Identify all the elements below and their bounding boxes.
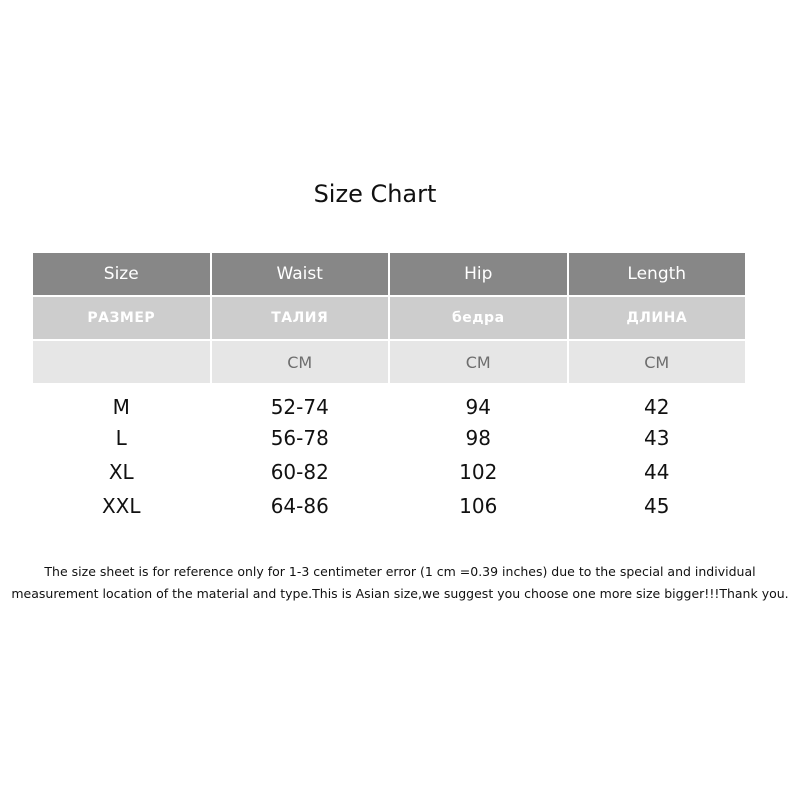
length-cell: 42: [644, 395, 670, 419]
header-row-russian: [33, 297, 745, 339]
header-hip-ru: бедра: [390, 297, 567, 339]
size-note-line-2: measurement location of the material and type.This is Asian size,we suggest you choose one more size bigger!!!Thank you.: [11, 586, 789, 601]
unit-size: [33, 341, 210, 383]
header-size: Size: [33, 253, 210, 295]
table-row: [33, 391, 745, 423]
size-cell: XXL: [101, 494, 141, 518]
header-length-ru: ДЛИНА: [569, 297, 746, 339]
table-row: [33, 490, 745, 522]
size-chart-title: Size Chart: [313, 180, 437, 208]
header-hip: Hip: [390, 253, 567, 295]
hip-cell: 102: [459, 460, 498, 484]
unit-hip: CM: [390, 341, 567, 383]
hip-cell: 106: [459, 494, 498, 518]
size-note: [0, 561, 800, 605]
length-cell: 44: [644, 460, 670, 484]
unit-length: CM: [569, 341, 746, 383]
length-cell: 43: [644, 426, 670, 450]
header-size-ru: РАЗМЕР: [33, 297, 210, 339]
header-row-english: [33, 253, 745, 295]
header-waist: Waist: [212, 253, 389, 295]
waist-cell: 60-82: [270, 460, 329, 484]
waist-cell: 52-74: [270, 395, 329, 419]
hip-cell: 98: [465, 426, 491, 450]
table-row: [33, 456, 745, 488]
waist-cell: 64-86: [270, 494, 329, 518]
length-cell: 45: [644, 494, 670, 518]
header-length: Length: [569, 253, 746, 295]
waist-cell: 56-78: [270, 426, 329, 450]
table-row: [33, 422, 745, 454]
size-cell: L: [115, 426, 127, 450]
size-cell: XL: [108, 460, 134, 484]
hip-cell: 94: [465, 395, 491, 419]
size-note-line-1: The size sheet is for reference only for 1-3 centimeter error (1 cm =0.39 inches) due to the special and individual: [44, 564, 756, 579]
unit-waist: CM: [212, 341, 389, 383]
header-row-units: [33, 341, 745, 383]
header-waist-ru: ТАЛИЯ: [212, 297, 389, 339]
size-cell: M: [112, 395, 130, 419]
